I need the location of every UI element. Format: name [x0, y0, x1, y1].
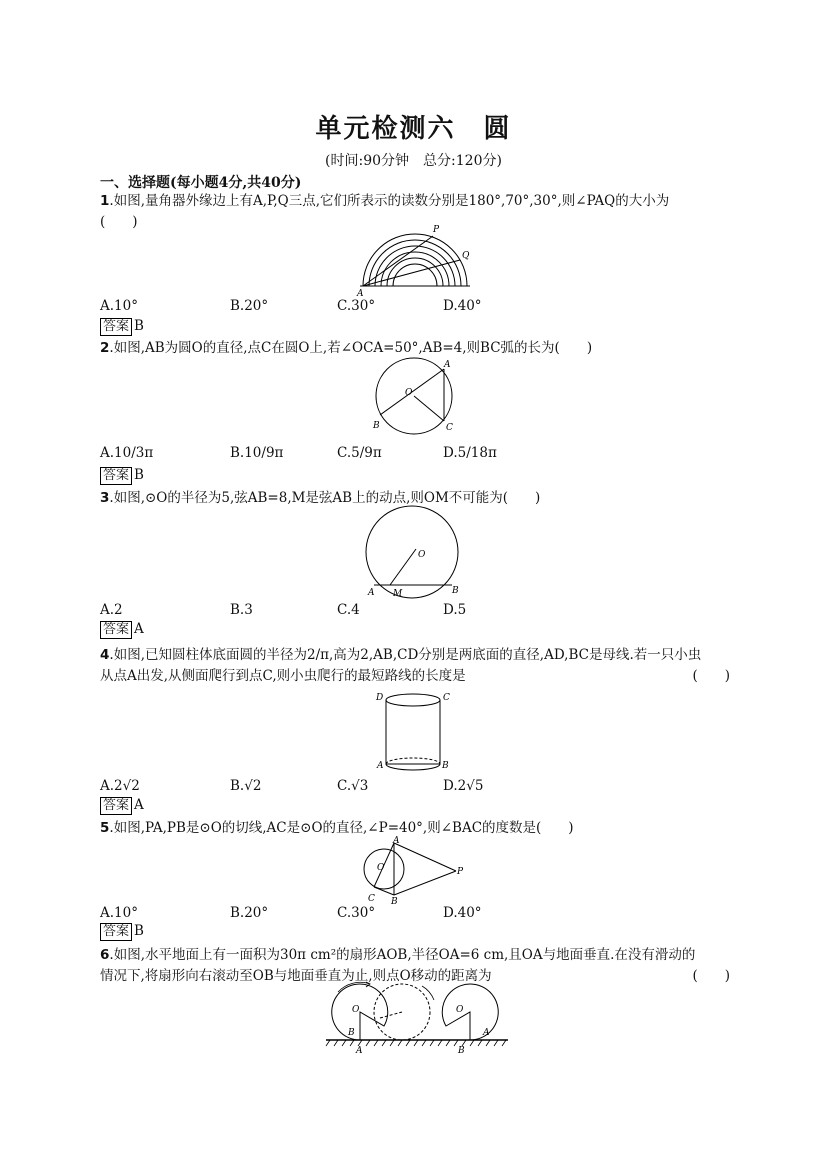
- tangent-figure: [360, 835, 470, 905]
- label-m: M: [393, 589, 403, 599]
- answer-badge: 答案: [100, 797, 132, 815]
- answer-3: [100, 621, 144, 641]
- options-2: [100, 445, 740, 465]
- question-text: .如图,AB为圆O的直径,点C在圆O上,若∠OCA=50°,AB=4,则BC弧的长为( ): [109, 340, 593, 356]
- label-c: C: [368, 894, 375, 904]
- option-c[interactable]: C.30°: [337, 905, 376, 921]
- question-number: 5: [100, 820, 110, 836]
- label-b: B: [452, 586, 459, 596]
- label-a: A: [377, 761, 384, 771]
- question-paren: ( ): [100, 214, 138, 230]
- label-p: P: [457, 867, 464, 877]
- option-d[interactable]: D.2√5: [443, 778, 484, 794]
- question-paren: ( ): [692, 968, 730, 984]
- options-1: [100, 298, 740, 318]
- label-b: B: [391, 897, 398, 905]
- answer-2: [100, 467, 144, 487]
- option-c[interactable]: C.4: [337, 602, 360, 618]
- exam-info: (时间:90分钟 总分:120分): [325, 153, 502, 169]
- question-paren: ( ): [692, 668, 730, 684]
- label-o2: O: [456, 1005, 464, 1015]
- option-c[interactable]: C.5/9π: [337, 445, 382, 461]
- option-a[interactable]: A.10°: [100, 298, 138, 314]
- question-number: 3: [100, 490, 110, 506]
- question-text-line2: 情况下,将扇形向右滚动至OB与地面垂直为止,则点O移动的距离为: [100, 968, 492, 984]
- label-q: Q: [462, 251, 470, 261]
- option-a[interactable]: A.2√2: [100, 778, 140, 794]
- label-b: B: [442, 761, 449, 771]
- question-4: [100, 645, 730, 687]
- option-a[interactable]: A.10/3π: [100, 445, 154, 461]
- option-d[interactable]: D.5: [443, 602, 467, 618]
- label-p: P: [433, 225, 440, 235]
- label-o: O: [377, 863, 385, 873]
- option-b[interactable]: B.20°: [230, 298, 269, 314]
- question-text-line2: 从点A出发,从侧面爬行到点C,则小虫爬行的最短路线的长度是: [100, 668, 466, 684]
- label-a2: A: [483, 1028, 490, 1038]
- option-a[interactable]: A.2: [100, 602, 123, 618]
- answer-badge: 答案: [100, 923, 132, 941]
- label-a1: A: [356, 1046, 363, 1056]
- label-b2: B: [458, 1046, 465, 1056]
- circle-figure-3: [360, 505, 472, 605]
- circle-figure-2: [368, 355, 464, 441]
- label-c: C: [446, 423, 453, 433]
- label-c: C: [443, 693, 450, 703]
- label-o: O: [405, 388, 413, 398]
- question-text: .如图,量角器外缘边上有A,P,Q三点,它们所表示的读数分别是180°,70°,30°,则∠PAQ的大小为: [109, 193, 670, 209]
- options-5: [100, 905, 740, 925]
- option-c[interactable]: C.√3: [337, 778, 369, 794]
- page-title: 单元检测六 圆: [315, 114, 512, 144]
- options-3: [100, 602, 740, 622]
- option-b[interactable]: B.√2: [230, 778, 262, 794]
- option-d[interactable]: D.5/18π: [443, 445, 497, 461]
- option-b[interactable]: B.3: [230, 602, 253, 618]
- section-heading: 一、选择题(每小题4分,共40分): [100, 175, 302, 191]
- question-text: .如图,⊙O的半径为5,弦AB=8,M是弦AB上的动点,则OM不可能为( ): [109, 490, 541, 506]
- label-o: O: [418, 550, 426, 560]
- answer-value: B: [134, 467, 144, 483]
- question-number: 6: [100, 947, 110, 963]
- answer-value: A: [134, 621, 144, 637]
- label-a: A: [357, 289, 364, 297]
- option-c[interactable]: C.30°: [337, 298, 376, 314]
- answer-value: A: [134, 797, 144, 813]
- question-text: .如图,水平地面上有一面积为30π cm²的扇形AOB,半径OA=6 cm,且OA与地面垂直.在没有滑动的: [109, 947, 696, 963]
- label-b1: B: [348, 1028, 355, 1038]
- question-number: 1: [100, 193, 110, 209]
- label-o1: O: [352, 1005, 360, 1015]
- label-a: A: [393, 836, 400, 846]
- option-d[interactable]: D.40°: [443, 298, 482, 314]
- option-a[interactable]: A.10°: [100, 905, 138, 921]
- answer-value: B: [134, 923, 144, 939]
- answer-1: [100, 318, 144, 338]
- question-text: .如图,已知圆柱体底面圆的半径为2/π,高为2,AB,CD分别是两底面的直径,AD,BC是母线.若一只小虫: [109, 647, 702, 663]
- answer-badge: 答案: [100, 621, 132, 639]
- answer-value: B: [134, 318, 144, 334]
- question-text: .如图,PA,PB是⊙O的切线,AC是⊙O的直径,∠P=40°,则∠BAC的度数是( ): [109, 820, 574, 836]
- options-4: [100, 778, 740, 798]
- answer-badge: 答案: [100, 467, 132, 485]
- answer-5: [100, 923, 144, 943]
- protractor-figure: [355, 222, 475, 297]
- label-b: B: [373, 421, 380, 431]
- option-b[interactable]: B.10/9π: [230, 445, 284, 461]
- question-number: 2: [100, 340, 110, 356]
- cylinder-figure: [375, 688, 455, 776]
- option-b[interactable]: B.20°: [230, 905, 269, 921]
- label-a: A: [368, 588, 375, 598]
- rolling-sector-figure: [322, 978, 512, 1058]
- answer-4: [100, 797, 144, 817]
- label-d: D: [376, 693, 384, 703]
- label-a: A: [444, 360, 451, 370]
- option-d[interactable]: D.40°: [443, 905, 482, 921]
- question-number: 4: [100, 647, 110, 663]
- answer-badge: 答案: [100, 318, 132, 336]
